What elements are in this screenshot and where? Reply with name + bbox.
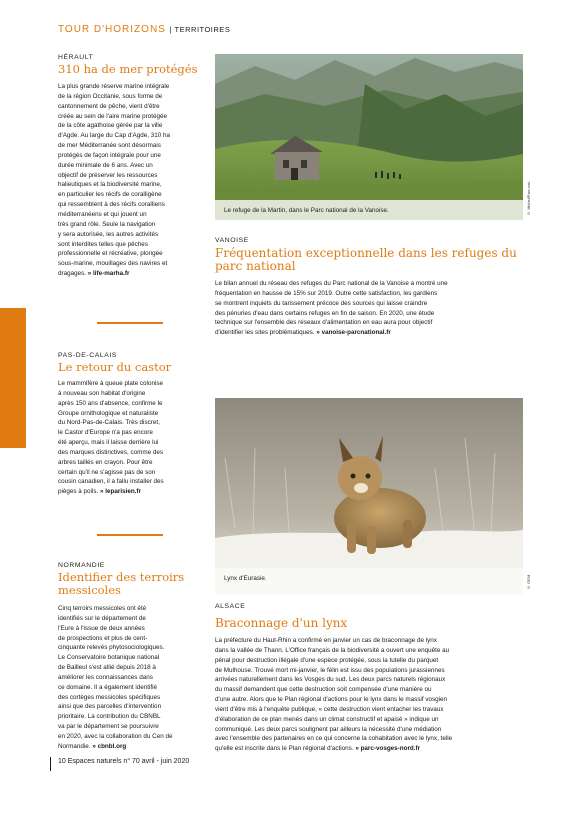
body-line: sous-marine, mouillages des navires et	[58, 260, 168, 268]
body-line: protégés de façon intégrale pour une	[58, 151, 161, 159]
article-alsace	[215, 603, 525, 754]
footer-rule	[50, 757, 51, 771]
photo-credit: © GEM	[526, 574, 531, 590]
magazine-issue: Espaces naturels n° 70 avril - juin 2020	[67, 758, 190, 765]
body-line: le Castor d'Europe n'a pas encore	[58, 429, 153, 437]
article-herault	[58, 54, 208, 279]
article-region: ALSACE	[215, 603, 246, 610]
body-line: du massif demandent que cette destruction soit compensée d'une manière ou	[215, 686, 432, 694]
source-link[interactable]: » cbnbl.org	[92, 742, 127, 750]
body-line: sont interdites telles que pêches	[58, 240, 148, 248]
body-line: halieutiques et la biodiversité marine,	[58, 181, 162, 189]
body-line: technique sur l'ensemble des réseaux d'alimentation en eau aura pour objectif	[215, 319, 433, 327]
lynx-photo	[215, 398, 523, 594]
body-line: avec l'ensemble des partenaires en ce qui concerne la cohabitation avec le lynx, telle	[215, 735, 453, 743]
body-line: va par le département se poursuivre	[58, 723, 159, 731]
body-line: des cortèges messicoles spécifiques	[58, 693, 161, 701]
body-line: d'Agde. Au large du Cap d'Agde, 310 ha	[58, 132, 170, 140]
body-line: arbres taillés en crayon. Pour être	[58, 458, 153, 466]
article-region: NORMANDIE	[58, 562, 105, 569]
body-last-line: d'identifier les sites problématiques. » vanoise-parcnational.fr	[215, 329, 391, 337]
body-line: objectif de préserver les ressources	[58, 171, 158, 179]
body-line: arrivées naturellement dans les Vosges du sud. Les deux parcs naturels régionaux	[215, 676, 446, 684]
body-line: ainsi que des parcelles d'intervention	[58, 703, 162, 711]
body-line: pénal pour destruction illégale d'une espèce protégée, sous la tutelle du parquet	[215, 656, 439, 664]
body-line: se montrent inquiets du tarissement précoce des sources qui laisse craindre	[215, 299, 428, 307]
side-tab-marker	[0, 308, 26, 448]
body-line: été aperçu, mais il laisse derrière lui	[58, 439, 159, 447]
source-link[interactable]: » vanoise-parcnational.fr	[316, 329, 391, 337]
page-footer	[58, 758, 189, 765]
article-title: Braconnage d'un lynx	[215, 616, 348, 630]
body-line: améliorer les connaissances dans	[58, 673, 153, 681]
body-line: La plus grande réserve marine intégrale	[58, 83, 170, 90]
article-body	[215, 279, 525, 338]
article-title: Identifier des terroirs messicoles	[58, 570, 185, 597]
body-line: La préfecture du Haut-Rhin a confirmé en janvier un cas de braconnage de lynx	[215, 637, 437, 644]
body-line: de Bailleul s'est allié depuis 2018 à	[58, 664, 156, 672]
body-line: vient d'être mis à l'enquête publique, « cette destruction vient entacher les travaux	[215, 705, 444, 713]
article-region: HÉRAULT	[58, 54, 94, 61]
body-line: créée au sein de l'aire marine protégée	[58, 112, 168, 120]
body-line: cinquante relevés phytosociologiques.	[58, 644, 165, 652]
article-divider	[97, 534, 163, 536]
body-line: y sera autorisée, les autres activités	[58, 230, 159, 238]
body-line: certain qu'il ne s'agisse pas de son	[58, 468, 156, 476]
article-vanoise	[215, 237, 525, 338]
body-last-line: pièges à poils. » leparisien.fr	[58, 488, 141, 496]
article-body	[58, 82, 208, 279]
body-line: après 150 ans d'absence, confirme le	[58, 399, 163, 407]
lynx-illustration	[215, 398, 523, 594]
body-line: fréquentation en hausse de 15% sur 2019. Outre cette satisfaction, les gardiens	[215, 289, 438, 297]
body-line: en particulier les récifs de coralligène	[58, 191, 162, 199]
section-separator: | TERRITOIRES	[169, 25, 231, 34]
article-body	[215, 636, 525, 754]
body-line: du Nord-Pas-de-Calais. Très discret,	[58, 419, 160, 427]
article-title: 310 ha de mer protégés	[58, 62, 198, 76]
body-line: des marques distinctives, comme des	[58, 448, 163, 456]
refuge-photo	[215, 54, 523, 220]
body-line: de mer Méditerranée sont désormais	[58, 142, 161, 150]
body-line: de la région Occitanie, sous forme de	[58, 92, 163, 100]
body-line: Cinq terroirs messicoles ont été	[58, 605, 147, 612]
body-line: Le mammifère à queue plate colonise	[58, 380, 164, 387]
body-line: ce domaine. Il a également identifié	[58, 683, 158, 691]
section-title: TOUR D'HORIZONS	[58, 24, 166, 35]
photo-caption: Lynx d'Eurasie.	[224, 575, 267, 582]
section-header	[58, 24, 230, 35]
body-line: prioritaire. La contribution du CBNBL	[58, 713, 161, 721]
article-title: Fréquentation exceptionnelle dans les refuges du parc national	[215, 246, 517, 273]
source-link[interactable]: » leparisien.fr	[100, 488, 141, 496]
section-subtitle: TERRITOIRES	[174, 25, 231, 34]
body-line: cantonnement de pêche, vient d'être	[58, 102, 160, 110]
article-title: Le retour du castor	[58, 360, 172, 374]
body-line: de Mulhouse. Trouvé mort mi-janvier, le félin est issu des populations jurassiennes	[215, 666, 445, 674]
page-number: 10	[58, 758, 66, 765]
body-line: durée minimale de 6 ans. Avec un	[58, 161, 153, 169]
body-line: d'élaboration de ce plan menés dans un climat constructif et apaisé » indique un	[215, 715, 439, 723]
body-last-line: Normandie. » cbnbl.org	[58, 742, 127, 750]
photo-caption: Le refuge de la Martin, dans le Parc national de la Vanoise.	[224, 207, 389, 214]
body-line: l'Eure à l'issue de deux années	[58, 624, 145, 632]
body-line: en 2020, avec la collaboration du Cen de	[58, 732, 173, 740]
article-normandie	[58, 562, 208, 752]
body-line: à nouveau son habitat d'origine	[58, 389, 146, 397]
source-link[interactable]: » life-marha.fr	[87, 270, 130, 278]
body-line: de prospections et plus de cent-	[58, 634, 148, 642]
body-line: très grand rôle. Seule la navigation	[58, 220, 156, 228]
body-line: des pénuries d'eau dans certains refuges en fin de saison. En 2020, une étude	[215, 309, 435, 317]
article-region: VANOISE	[215, 237, 249, 244]
photo-credit: © Michel/Parc nat.	[526, 181, 531, 216]
body-line: identifiés sur le département de	[58, 614, 146, 622]
body-line: dans la vallée de Thann. L'Office français de la biodiversité a ouvert une enquête au	[215, 646, 450, 654]
article-body	[58, 379, 208, 497]
body-line: Le bilan annuel du réseau des refuges du Parc national de la Vanoise a montré une	[215, 280, 448, 287]
body-line: Groupe ornithologique et naturaliste	[58, 409, 159, 417]
body-line: méditerranéens et qui jouent un	[58, 210, 147, 218]
article-region: PAS-DE-CALAIS	[58, 352, 118, 359]
source-link[interactable]: » parc-vosges-nord.fr	[355, 745, 421, 753]
body-line: Le Conservatoire botanique national	[58, 654, 160, 662]
body-line: professionnelle et récréative, plongée	[58, 250, 163, 258]
body-last-line: qu'elle est inscrite dans le Plan régional d'actions. » parc-vosges-nord.fr	[215, 745, 421, 753]
body-line: de la côte agathoise gérée par la ville	[58, 122, 163, 130]
body-last-line: dragages. » life-marha.fr	[58, 270, 130, 278]
body-line: cousin canadien, il a fallu installer des	[58, 478, 164, 486]
article-pas-de-calais	[58, 352, 208, 497]
article-body	[58, 604, 208, 752]
mountain-refuge-illustration	[215, 54, 523, 220]
body-line: d'une autre. Alors que le Plan régional d'actions pour le lynx dans le massif vosgien	[215, 696, 448, 704]
article-divider	[97, 322, 163, 324]
body-line: qui ressemblent à des récifs coralliens	[58, 201, 165, 209]
body-line: communiqué. Les deux parcs soulignent par ailleurs la nécessité d'une médiation	[215, 725, 442, 733]
